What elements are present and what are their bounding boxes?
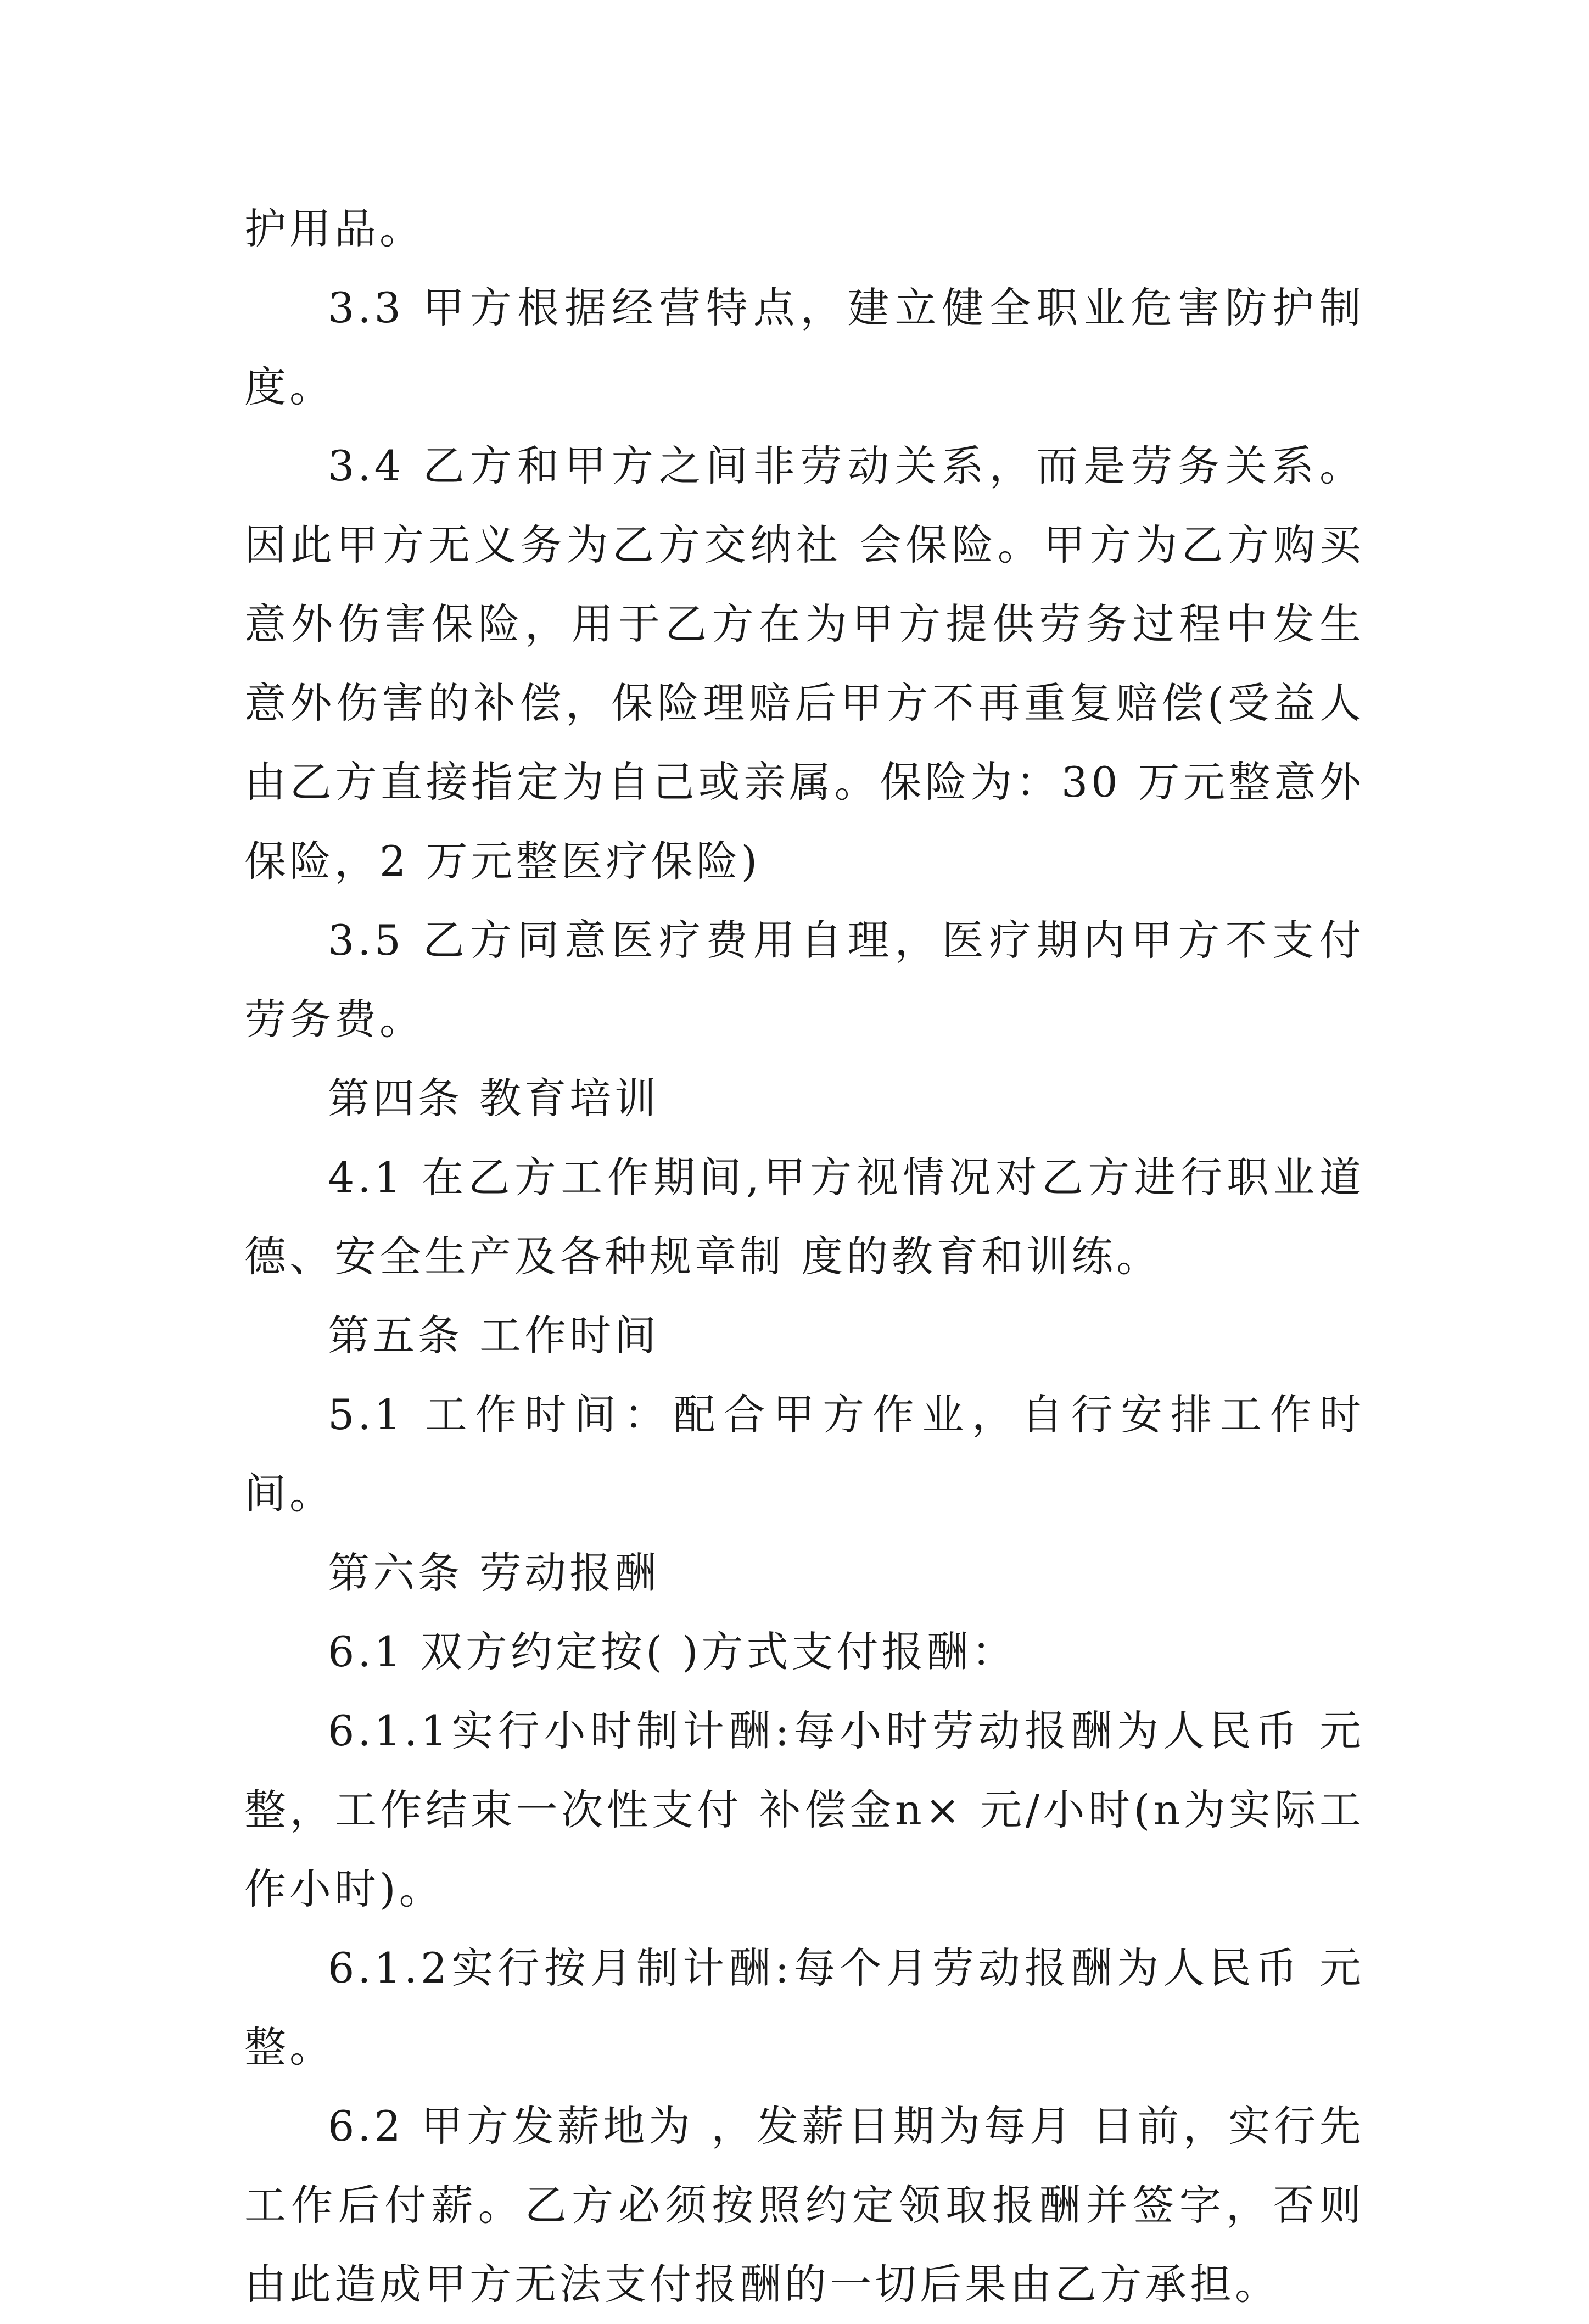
clause-4-1: 4.1 在乙方工作期间,甲方视情况对乙方进行职业道德、安全生产及各种规章制 度的教育和训练。: [244, 1153, 1364, 1281]
clause-6-1-1: 6.1.1实行小时制计酬:每小时劳动报酬为人民币 元整，工作结束一次性支付 补偿金n× 元/小时(n为实际工作小时)。: [244, 1706, 1364, 1913]
clause-3-3: 3.3 甲方根据经营特点，建立健全职业危害防护制度。: [244, 283, 1364, 411]
article-4-heading: 第四条 教育培训: [328, 1074, 660, 1123]
article-5-heading: 第五条 工作时间: [328, 1311, 660, 1360]
clause-6-2: 6.2 甲方发薪地为 ，发薪日期为每月 日前，实行先工作后付薪。乙方必须按照约定领取报酬并签字，否则由此造成甲方无法支付报酬的一切后果由乙方承担。: [244, 2102, 1364, 2309]
article-6-heading: 第六条 劳动报酬: [328, 1548, 660, 1597]
document-body: [244, 189, 1364, 2324]
clause-5-1: 5.1 工作时间：配合甲方作业，自行安排工作时间。: [244, 1390, 1364, 1518]
clause-6-1-2: 6.1.2实行按月制计酬:每个月劳动报酬为人民币 元整。: [244, 1944, 1364, 2071]
clause-6-1: 6.1 双方约定按( )方式支付报酬：: [328, 1627, 1017, 1676]
paragraph-continuation: 护用品。: [244, 204, 424, 253]
clause-3-4: 3.4 乙方和甲方之间非劳动关系，而是劳务关系。因此甲方无义务为乙方交纳社 会保险。甲方为乙方购买意外伤害保险，用于乙方在为甲方提供劳务过程中发生意外伤害的补偿，保险理赔后甲方不再重复赔偿(受益人由乙方直接指定为自己或亲属。保险为：30 万元整意外保险，2 万元整医疗保险): [244, 441, 1364, 886]
clause-3-5: 3.5 乙方同意医疗费用自理，医疗期内甲方不支付劳务费。: [244, 916, 1364, 1044]
